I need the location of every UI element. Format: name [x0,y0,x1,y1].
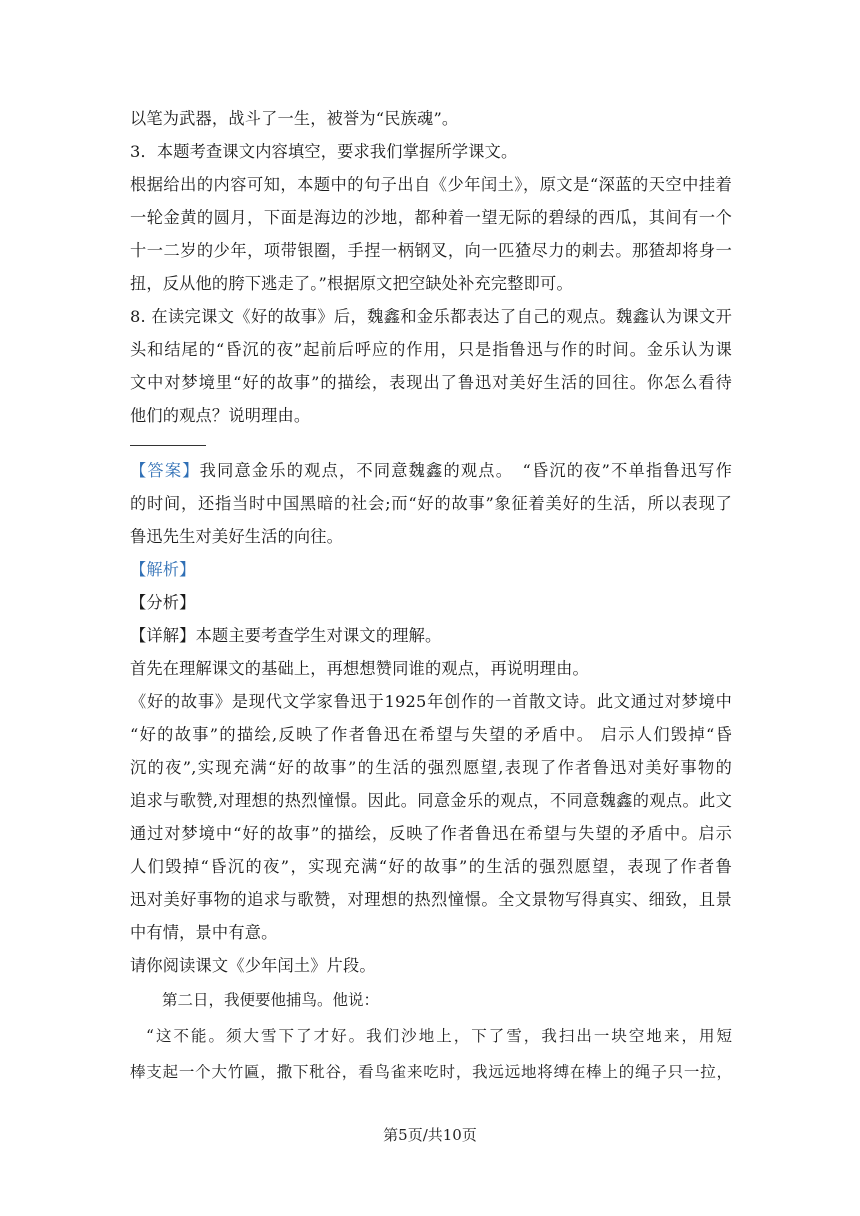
text-line: 以笔为武器，战斗了一生，被誉为“民族魂”。 [130,109,459,128]
excerpt-line: 第二日，我便要他捕鸟。他说： [162,991,380,1009]
document-page [130,102,732,1090]
answer-divider [130,445,206,446]
answer-line: 的时间，还指当时中国黑暗的社会;而“好的故事”象征着美好的生活，所以表现了 [130,494,732,513]
question-8-line: 8. 在读完课文《好的故事》后，魏鑫和金乐都表达了自己的观点。魏鑫认为课文开 [130,307,732,326]
body-line: 请你阅读课文《少年闰土》片段。 [130,956,376,975]
page-footer: 第5页/共10页 [383,1126,477,1144]
question-8-line: 他们的观点？说明理由。 [130,406,311,425]
text-line: 一轮金黄的圆月，下面是海边的沙地，都种着一望无际的碧绿的西瓜，其间有一个 [130,208,732,227]
body-line: 首先在理解课文的基础上，再想想赞同谁的观点，再说明理由。 [130,659,589,678]
answer-label: 【答案】 [130,461,200,480]
text-line: 扭，反从他的胯下逃走了。”根据原文把空缺处补充完整即可。 [130,274,573,293]
answer-text: 我同意金乐的观点，不同意魏鑫的观点。 “昏沉的夜”不单指鲁迅写作 [199,461,732,480]
detail-label: 【详解】 [130,626,196,645]
answer-line: 鲁迅先生对美好生活的向往。 [130,527,344,546]
question-8-line: 头和结尾的“昏沉的夜”起前后呼应的作用，只是指鲁迅与作的时间。金乐认为课 [130,340,732,359]
body-line: “好的故事”的描绘,反映了作者鲁迅在希望与失望的矛盾中。 启示人们毁掉“昏 [130,725,732,744]
body-line: 追求与歌赞,对理想的热烈憧憬。因此。同意金乐的观点，不同意魏鑫的观点。此文 [130,791,732,810]
excerpt-line: “这不能。须大雪下了才好。我们沙地上，下了雪，我扫出一块空地来，用短 [146,1027,732,1045]
text-line: 根据给出的内容可知，本题中的句子出自《少年闰土》，原文是“深蓝的天空中挂着 [130,175,732,194]
excerpt-line: 棒支起一个大竹匾，撒下秕谷，看鸟雀来吃时，我远远地将缚在棒上的绳子只一拉， [130,1063,732,1081]
fenxi-label: 【分析】 [130,593,196,612]
text-line: 十一二岁的少年，项带银圈，手捏一柄钢叉，向一匹猹尽力的刺去。那猹却将身一 [130,241,732,260]
body-line: 《好的故事》是现代文学家鲁迅于1925年创作的一首散文诗。此文通过对梦境中 [130,692,732,711]
body-line: 迅对美好事物的追求与歌赞，对理想的热烈憧憬。全文景物写得真实、细致，且景 [130,890,732,909]
answer-line [130,454,732,487]
question-8-line: 文中对梦境里“好的故事”的描绘，表现出了鲁迅对美好生活的回往。你怎么看待 [130,373,732,392]
detail-text: 本题主要考查学生对课文的理解。 [195,626,442,645]
text-line: 3．本题考查课文内容填空，要求我们掌握所学课文。 [130,142,518,161]
body-line: 中有情，景中有意。 [130,923,278,942]
body-line: 沉的夜”,实现充满“好的故事”的生活的强烈愿望,表现了作者鲁迅对美好事物的 [130,758,732,777]
body-line: 人们毁掉“昏沉的夜”，实现充满“好的故事”的生活的强烈愿望，表现了作者鲁 [130,857,732,876]
body-line: 通过对梦境中“好的故事”的描绘，反映了作者鲁迅在希望与失望的矛盾中。启示 [130,824,732,843]
analysis-label: 【解析】 [130,560,196,579]
detail-line [130,619,732,652]
